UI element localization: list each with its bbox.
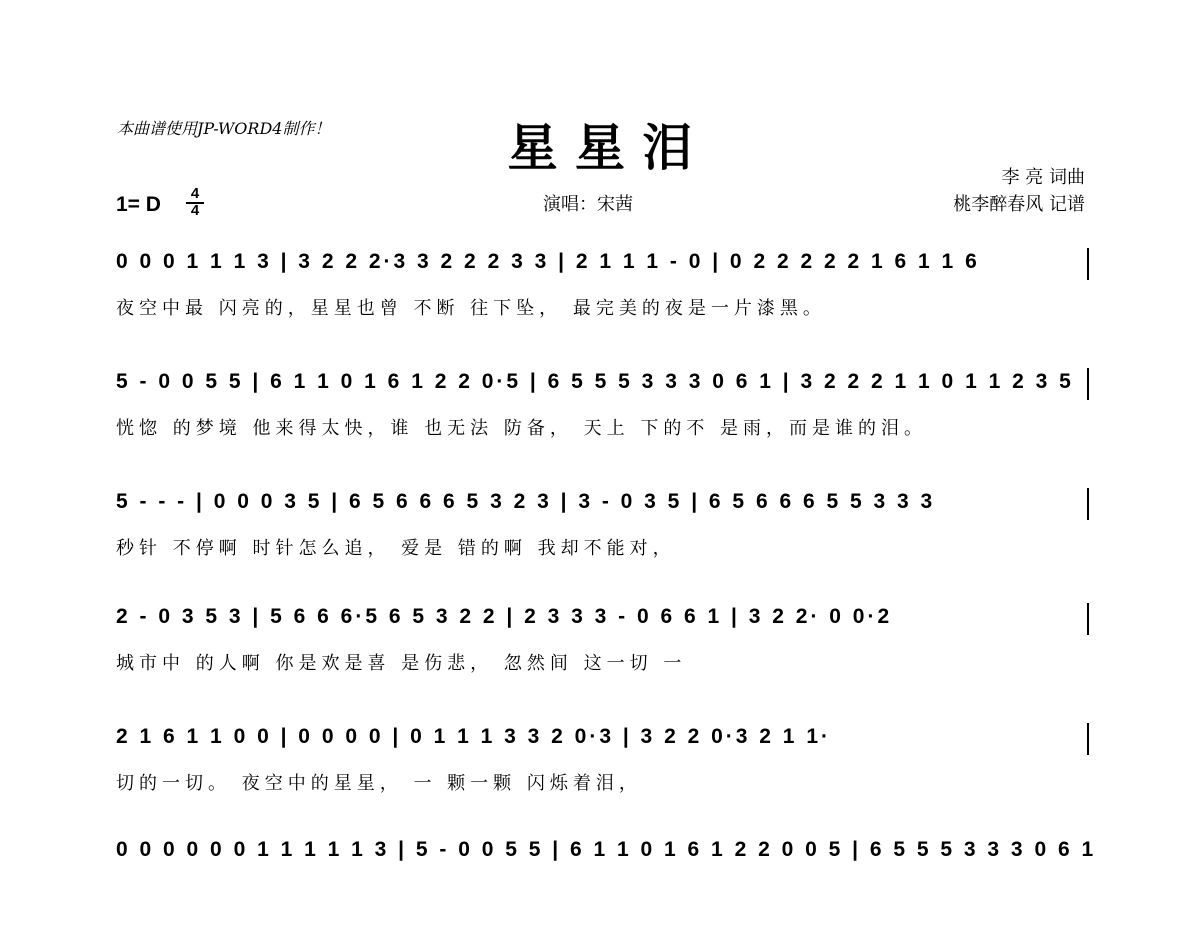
- end-barline: [1087, 603, 1089, 635]
- notation-line: 0 0 0 1 1 1 3 | 3 2 2 2·3 3 2 2 2 3 3 | 2 1 1 1 - 0 | 0 2 2 2 2 2 1 6 1 1 6: [116, 250, 980, 273]
- score-system-6-partial: [0, 838, 1200, 938]
- score-system-1: [0, 250, 1200, 350]
- notation-line: 5 - - - | 0 0 0 3 5 | 6 5 6 6 6 5 3 2 3 | 3 - 0 3 5 | 6 5 6 6 6 5 5 3 3 3: [116, 490, 936, 513]
- software-credit: 本曲谱使用JP-WORD4制作！: [117, 119, 331, 138]
- time-numerator: 4: [186, 187, 204, 204]
- end-barline: [1087, 488, 1089, 520]
- score-system-3: [0, 490, 1200, 590]
- lyrics-line: 秒针 不停啊 时针怎么追， 爱是 错的啊 我却不能对，: [116, 538, 676, 559]
- score-system-5: [0, 725, 1200, 825]
- time-signature: [186, 187, 204, 218]
- notation-line: 2 - 0 3 5 3 | 5 6 6 6·5 6 5 3 2 2 | 2 3 3 3 - 0 6 6 1 | 3 2 2· 0 0·2: [116, 605, 893, 628]
- lyrics-line: 恍惚 的梦境 他来得太快，谁 也无法 防备， 天上 下的不 是雨，而是谁的泪。: [116, 418, 928, 439]
- notation-line: 0 0 0 0 0 0 1 1 1 1 1 3 | 5 - 0 0 5 5 | 6 1 1 0 1 6 1 2 2 0 0 5 | 6 5 5 5 3 3 3 0 6 1: [116, 838, 1097, 861]
- lyrics-line: 夜空中最 闪亮的，星星也曾 不断 往下坠， 最完美的夜是一片漆黑。: [116, 298, 826, 319]
- end-barline: [1087, 368, 1089, 400]
- lyrics-line: 切的一切。 夜空中的星星， 一 颗一颗 闪烁着泪，: [116, 773, 642, 794]
- lyrics-line: 城市中 的人啊 你是欢是喜 是伤悲， 忽然间 这一切 一: [116, 653, 687, 674]
- notation-line: 2 1 6 1 1 0 0 | 0 0 0 0 | 0 1 1 1 3 3 2 0·3 | 3 2 2 0·3 2 1 1·: [116, 725, 831, 748]
- singer-credit: 演唱：宋茜: [543, 194, 633, 215]
- score-system-2: [0, 370, 1200, 470]
- score-system-4: [0, 605, 1200, 705]
- transcriber-credit: 桃李醉春风 记谱: [953, 194, 1085, 215]
- notation-line: 5 - 0 0 5 5 | 6 1 1 0 1 6 1 2 2 0·5 | 6 5 5 5 3 3 3 0 6 1 | 3 2 2 2 1 1 0 1 1 2 3 5: [116, 370, 1074, 393]
- end-barline: [1087, 723, 1089, 755]
- key-signature: 1= D: [116, 193, 161, 216]
- song-title: 星 星 泪: [507, 118, 693, 177]
- time-denominator: 4: [190, 202, 200, 219]
- end-barline: [1087, 248, 1089, 280]
- lyricist-credit: 李 亮 词曲: [1001, 167, 1085, 188]
